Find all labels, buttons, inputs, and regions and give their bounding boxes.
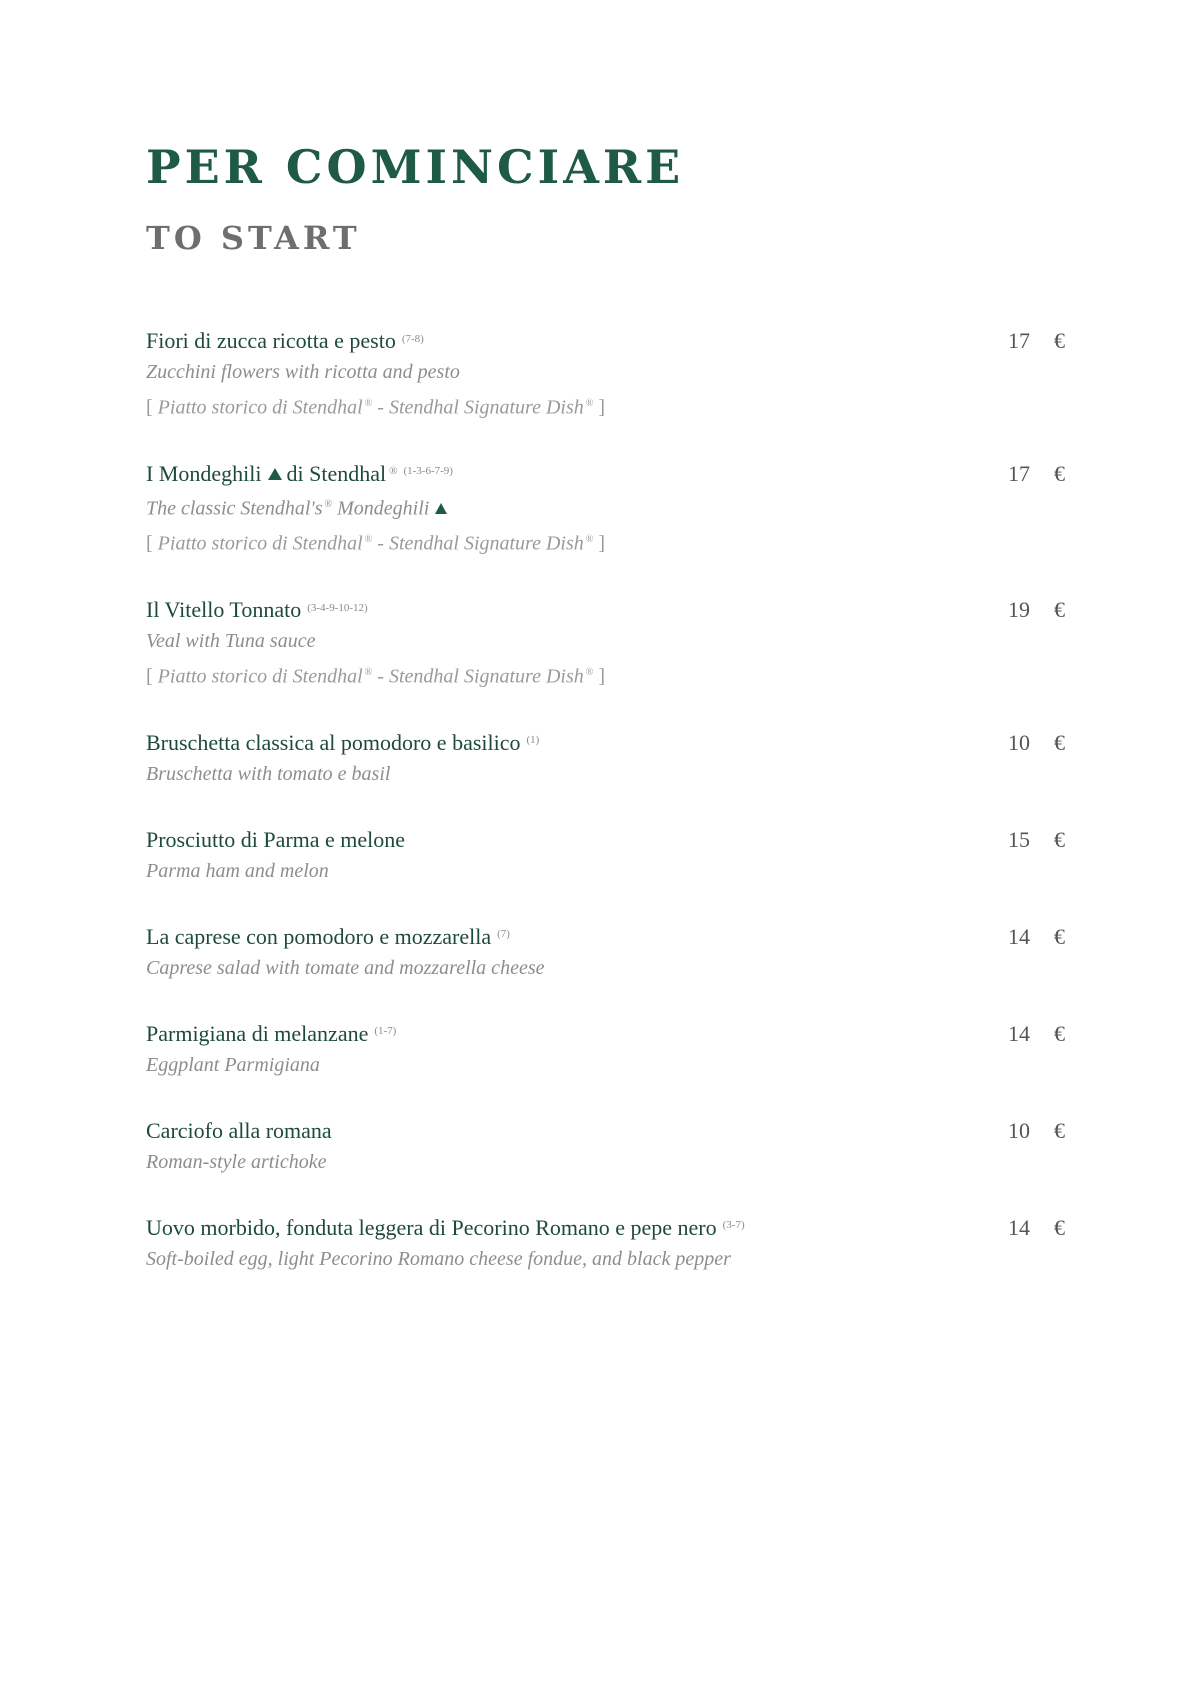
dish-name: Carciofo alla romana: [146, 1117, 332, 1143]
page-subtitle: TO START: [146, 219, 361, 257]
dish-price: 19: [1008, 596, 1030, 622]
triangle-icon: [268, 468, 282, 480]
menu-item: [146, 459, 1076, 560]
dish-description: Veal with Tuna sauce: [146, 629, 316, 652]
menu-item-header: [146, 1019, 1076, 1049]
menu-item: [146, 825, 1076, 887]
dish-price: 14: [1008, 1020, 1030, 1046]
currency-symbol: €: [1054, 328, 1065, 353]
allergen-codes: (1-7): [374, 1025, 397, 1038]
dish-price: 17: [1008, 460, 1030, 486]
dish-name: Il Vitello Tonnato: [146, 596, 302, 622]
triangle-icon: [435, 503, 447, 514]
dish-price: 10: [1008, 729, 1030, 755]
dish-description: Roman-style artichoke: [146, 1150, 327, 1173]
menu-item: [146, 595, 1076, 693]
dish-description: Parma ham and melon: [146, 859, 329, 882]
dish-name: Bruschetta classica al pomodoro e basilico: [146, 729, 521, 755]
allergen-codes: (7-8): [401, 332, 424, 345]
dish-name: Fiori di zucca ricotta e pesto: [146, 328, 396, 353]
dish-price: 17: [1008, 328, 1030, 353]
allergen-codes: (7): [497, 928, 510, 941]
page-title: PER COMINCIARE: [146, 140, 685, 194]
menu-item-header: [146, 922, 1076, 952]
currency-symbol: €: [1054, 596, 1065, 622]
menu-item-header: [146, 459, 1076, 489]
dish-description: The classic Stendhal's ® Mondeghili: [146, 489, 1076, 525]
registered-mark: ®: [389, 465, 398, 478]
dish-name: I Mondeghili di Stendhal: [146, 460, 387, 486]
menu-item-header: [146, 326, 1076, 356]
menu-item: [146, 1213, 1076, 1275]
dish-price: 14: [1008, 923, 1030, 949]
dish-description: Eggplant Parmigiana: [146, 1053, 320, 1076]
signature-dish-note: [ Piatto storico di Stendhal ® - Stendhal Signature Dish ® ]: [146, 532, 606, 555]
currency-symbol: €: [1054, 1020, 1065, 1046]
dish-description: Zucchini flowers with ricotta and pesto: [146, 361, 460, 383]
dish-description: Caprese salad with tomate and mozzarella cheese: [146, 956, 545, 979]
menu-item: [146, 922, 1076, 984]
currency-symbol: €: [1054, 923, 1065, 949]
menu-item-header: [146, 825, 1076, 855]
dish-name: Uovo morbido, fonduta leggera di Pecorino Romano e pepe nero: [146, 1214, 717, 1240]
allergen-codes: (1): [526, 734, 540, 747]
dish-name: La caprese con pomodoro e mozzarella: [146, 923, 492, 949]
allergen-codes: (3-4-9-10-12): [307, 601, 368, 614]
dish-name: Prosciutto di Parma e melone: [146, 826, 406, 852]
allergen-codes: (3-7): [722, 1219, 745, 1232]
menu-item-header: [146, 1116, 1076, 1146]
currency-symbol: €: [1054, 729, 1065, 755]
dish-description: Bruschetta with tomato e basil: [146, 762, 391, 785]
currency-symbol: €: [1054, 1117, 1065, 1143]
signature-dish-note: [ Piatto storico di Stendhal ® - Stendhal Signature Dish ® ]: [146, 665, 606, 688]
dish-price: 14: [1008, 1214, 1030, 1240]
menu-item: [146, 1019, 1076, 1081]
currency-symbol: €: [1054, 1214, 1065, 1240]
dish-price: 10: [1008, 1117, 1030, 1143]
menu-item: [146, 1116, 1076, 1178]
dish-description: Soft-boiled egg, light Pecorino Romano cheese fondue, and black pepper: [146, 1247, 731, 1270]
menu-item-header: [146, 728, 1076, 758]
dish-name: Parmigiana di melanzane: [146, 1020, 369, 1046]
signature-dish-note: [ Piatto storico di Stendhal ® - Stendhal Signature Dish ® ]: [146, 396, 606, 419]
menu-item-header: [146, 1213, 1076, 1243]
dish-price: 15: [1008, 826, 1030, 852]
menu-item: [146, 728, 1076, 790]
currency-symbol: €: [1054, 826, 1065, 852]
currency-symbol: €: [1054, 460, 1065, 486]
menu-list: [146, 326, 1076, 1310]
menu-item-header: [146, 595, 1076, 625]
menu-item: [146, 326, 1076, 424]
allergen-codes: (1-3-6-7-9): [403, 465, 453, 478]
